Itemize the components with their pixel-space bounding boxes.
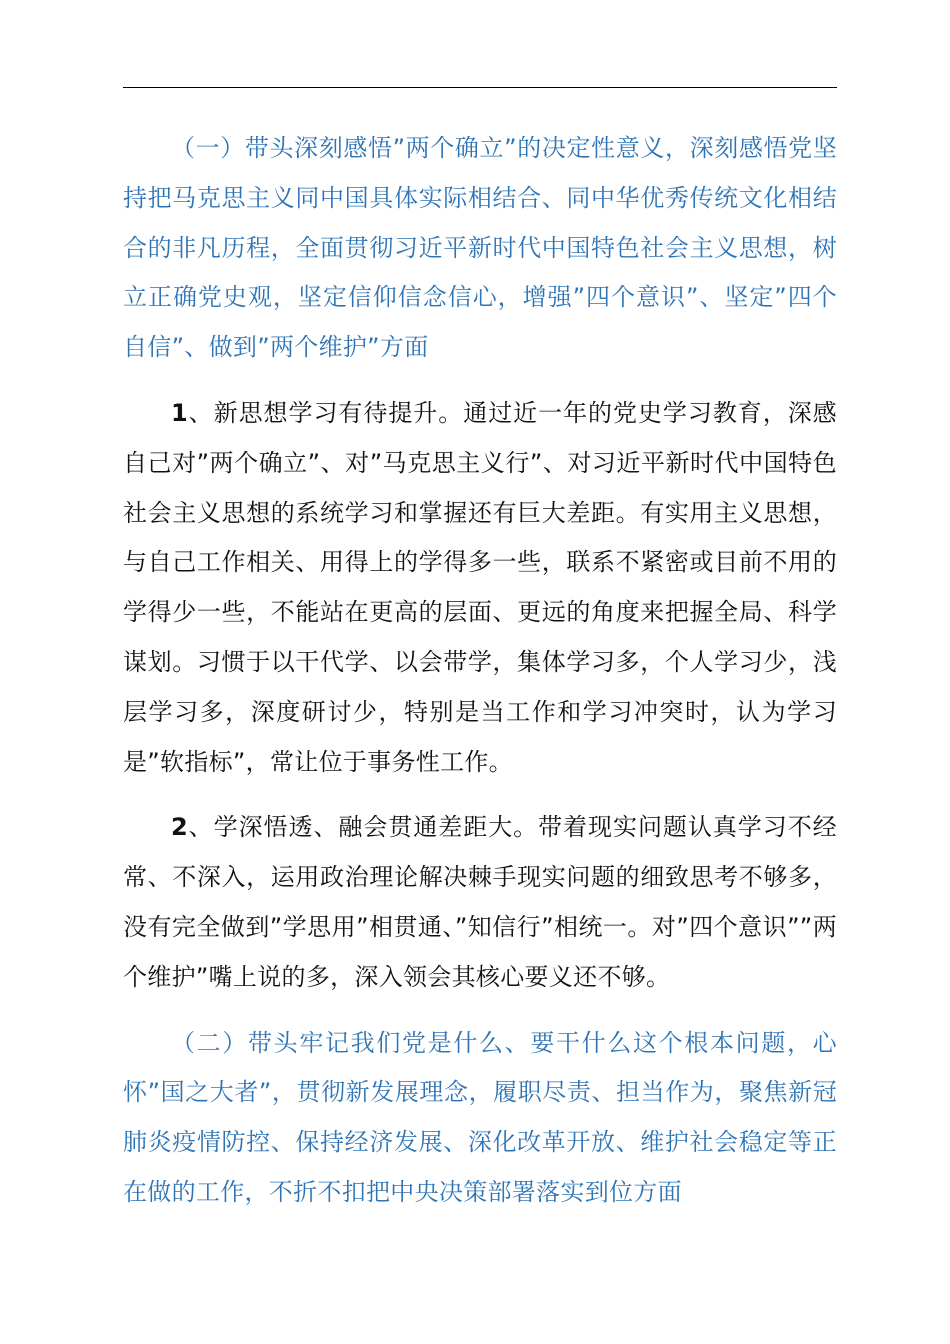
item-number: 2	[171, 813, 188, 842]
section-1-item-1	[123, 389, 837, 787]
item-text: 、学深悟透、融会贯通差距大。带着现实问题认真学习不经常、不深入，运用政治理论解决棘手现实问题的细致思考不够多，没有完全做到”学思用”相贯通、”知信行”相统一。对”四个意识””两个维护”嘴上说的多，深入领会其核心要义还不够。	[123, 813, 837, 991]
section-1-heading: （一）带头深刻感悟”两个确立”的决定性意义，深刻感悟党坚持把马克思主义同中国具体实际相结合、同中华优秀传统文化相结合的非凡历程，全面贯彻习近平新时代中国特色社会主义思想，树立正确党史观，坚定信仰信念信心，增强”四个意识”、坚定”四个自信”、做到”两个维护”方面	[123, 134, 837, 362]
header-rule	[123, 87, 837, 88]
item-text: 、新思想学习有待提升。通过近一年的党史学习教育，深感自己对”两个确立”、对”马克思主义行”、对习近平新时代中国特色社会主义思想的系统学习和掌握还有巨大差距。有实用主义思想，与自己工作相关、用得上的学得多一些，联系不紧密或目前不用的学得少一些，不能站在更高的层面、更远的角度来把握全局、科学谋划。习惯于以干代学、以会带学，集体学习多，个人学习少，浅层学习多，深度研讨少，特别是当工作和学习冲突时，认为学习是”软指标”，常让位于事务性工作。	[123, 398, 837, 776]
section-1-item-2	[123, 803, 837, 1002]
item-number: 1	[171, 398, 188, 427]
section-2-heading: （二）带头牢记我们党是什么、要干什么这个根本问题，心怀”国之大者”，贯彻新发展理念，履职尽责、担当作为，聚焦新冠肺炎疫情防控、保持经济发展、深化改革开放、维护社会稳定等正在做的工作，不折不扣把中央决策部署落实到位方面	[123, 1028, 837, 1206]
document-body	[123, 124, 837, 1218]
